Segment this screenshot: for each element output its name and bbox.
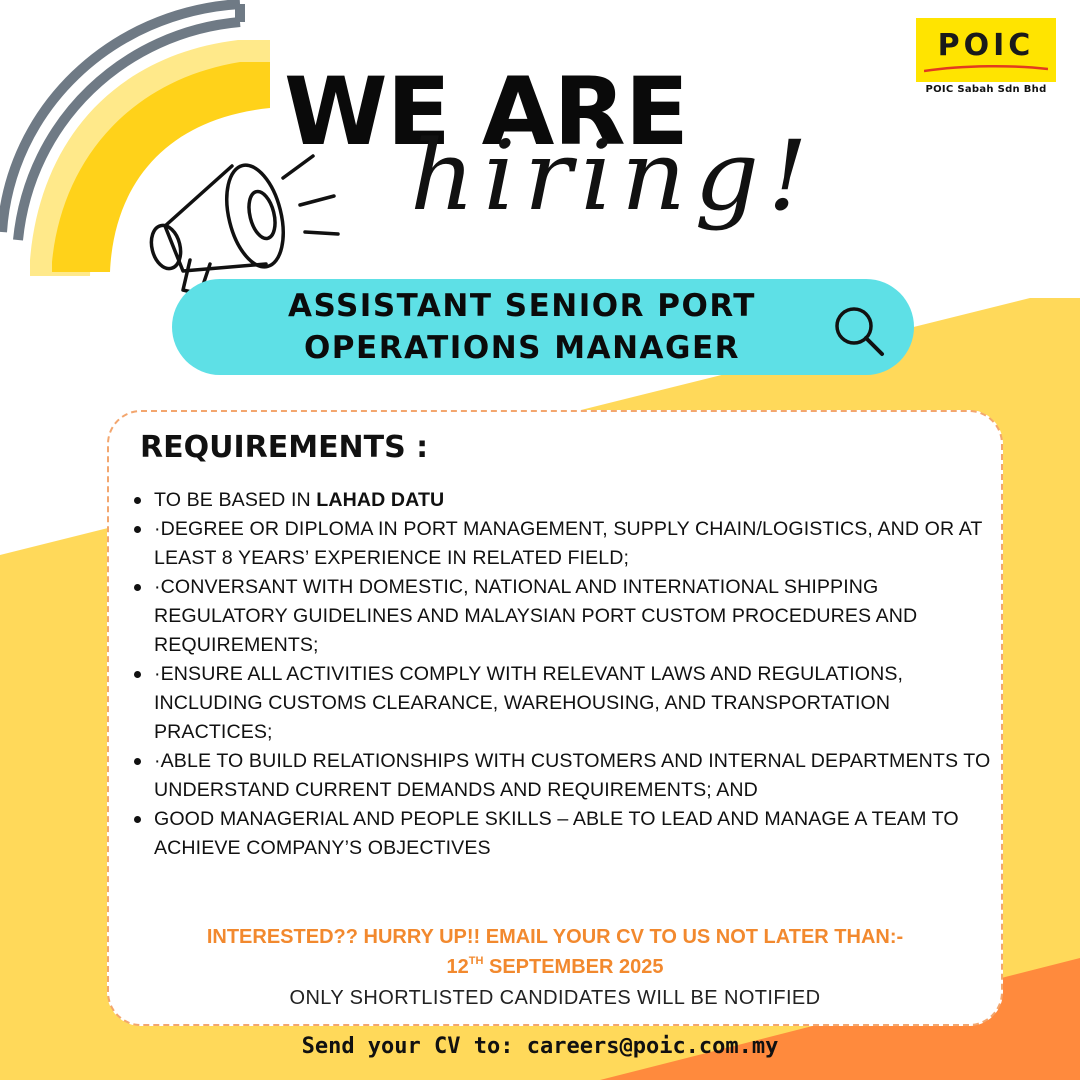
requirement-location: LAHAD DATU: [316, 489, 445, 511]
shortlist-notice: ONLY SHORTLISTED CANDIDATES WILL BE NOTIFIED: [289, 987, 821, 1009]
position-title: [172, 285, 872, 369]
requirements-heading: REQUIREMENTS :: [140, 430, 429, 465]
cta-text: INTERESTED?? HURRY UP!! EMAIL YOUR CV TO US NOT LATER THAN:-: [206, 926, 904, 948]
requirement-item: ·DEGREE OR DIPLOMA IN PORT MANAGEMENT, SUPPLY CHAIN/LOGISTICS, AND OR AT LEAST 8 YEARS’ EXPERIENCE IN RELATED FIELD;: [132, 515, 1002, 573]
deadline-month-year: SEPTEMBER 2025: [483, 956, 664, 978]
arc-decoration: [2, 4, 270, 276]
poic-logo: [916, 18, 1056, 82]
logo-swoosh-icon: [924, 64, 1048, 74]
deadline-suffix: TH: [468, 955, 484, 967]
requirement-item: GOOD MANAGERIAL AND PEOPLE SKILLS – ABLE TO LEAD AND MANAGE A TEAM TO ACHIEVE COMPANY’S OBJECTIVES: [132, 805, 1002, 863]
position-title-line2: OPERATIONS MANAGER: [303, 330, 741, 366]
requirement-item: ·CONVERSANT WITH DOMESTIC, NATIONAL AND INTERNATIONAL SHIPPING REGULATORY GUIDELINES AND MALAYSIAN PORT CUSTOM PROCEDURES AND REQUIREMENTS;: [132, 573, 1002, 660]
requirement-item-location: [132, 486, 1002, 515]
contact-email-line[interactable]: Send your CV to: careers@poic.com.my: [301, 1034, 779, 1059]
deadline-day: 12: [446, 956, 469, 978]
requirement-item: ·ENSURE ALL ACTIVITIES COMPLY WITH RELEVANT LAWS AND REGULATIONS, INCLUDING CUSTOMS CLEARANCE, WAREHOUSING, AND TRANSPORTATION PRACTICES;: [132, 660, 1002, 747]
requirement-location-prefix: TO BE BASED IN: [154, 489, 317, 511]
requirements-list: [132, 486, 1002, 863]
logo-text: POIC: [937, 28, 1035, 63]
requirement-item: ·ABLE TO BUILD RELATIONSHIPS WITH CUSTOMERS AND INTERNAL DEPARTMENTS TO UNDERSTAND CURRENT DEMANDS AND REQUIREMENTS; AND: [132, 747, 1002, 805]
position-banner: [172, 279, 914, 375]
search-icon: [830, 302, 888, 360]
headline-we-are: WE ARE: [284, 58, 688, 167]
position-title-line1: ASSISTANT SENIOR PORT: [288, 288, 756, 324]
megaphone-icon: [147, 156, 338, 294]
deadline-text: [107, 952, 1003, 982]
headline-hiring: hiring!: [410, 120, 817, 232]
logo-subtitle: POIC Sabah Sdn Bhd: [925, 84, 1047, 95]
